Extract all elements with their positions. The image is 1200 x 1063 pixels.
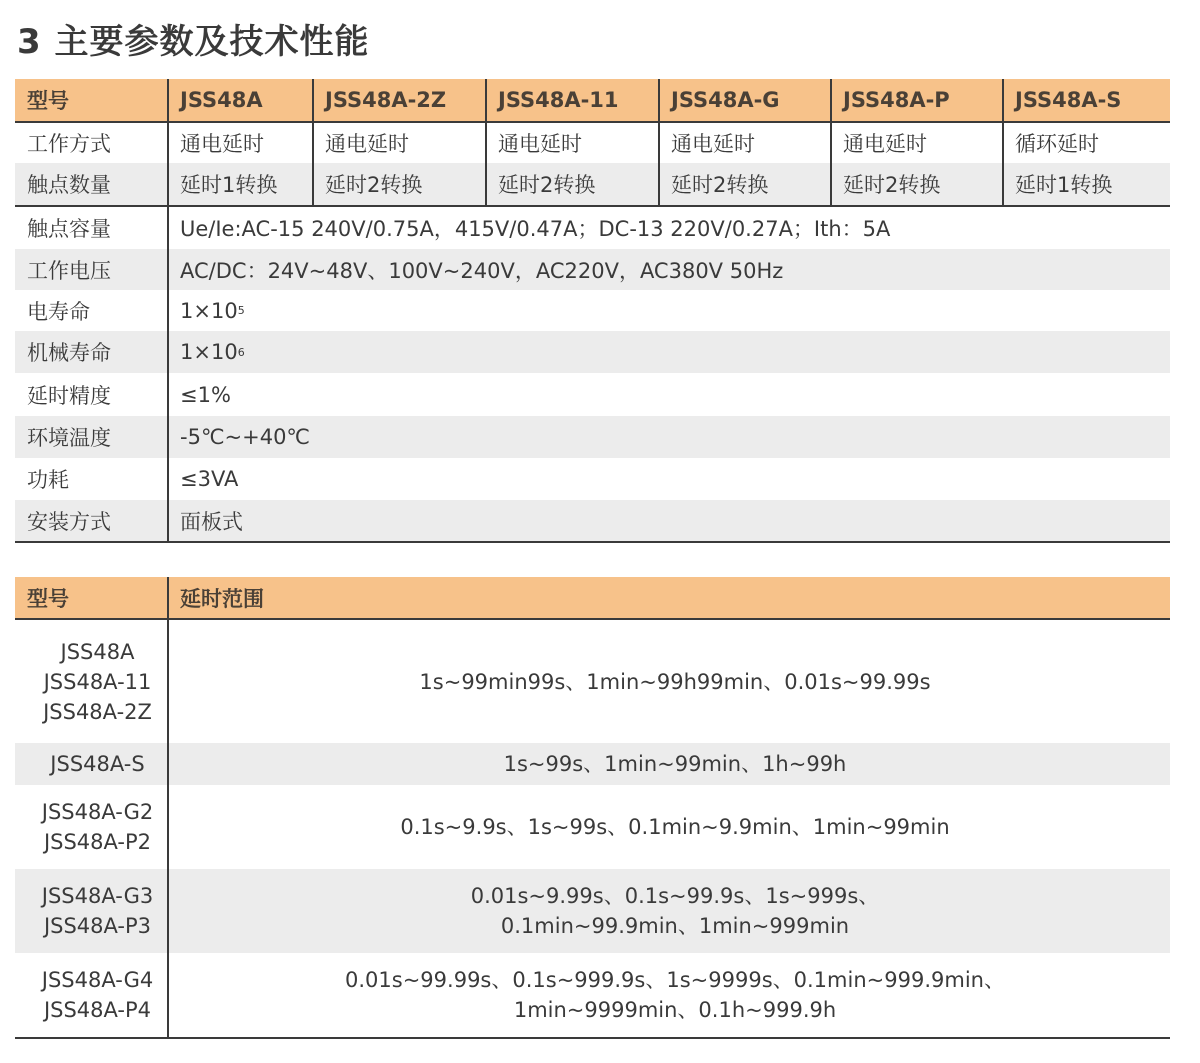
header-jss48a-2z: JSS48A-2Z [325, 88, 447, 112]
row-label: 延时精度 [27, 383, 111, 408]
cell-value: 通电延时 [325, 132, 409, 156]
row-label: 工作电压 [27, 258, 111, 283]
cell-value: 延时1转换 [1015, 173, 1113, 197]
header-model: 型号 [27, 89, 69, 113]
model-list [15, 620, 168, 743]
column-divider [167, 577, 169, 1038]
header-delay-range: 延时范围 [180, 586, 264, 611]
model-list [15, 953, 168, 1037]
range-text: 0.1min~99.9min、1min~999min [500, 914, 850, 938]
cell-value: ≤3VA [180, 467, 239, 491]
header-rule [15, 121, 1170, 123]
cell-value: 通电延时 [180, 132, 264, 156]
bottom-rule [15, 541, 1170, 543]
model-name: JSS48A-G4 [41, 968, 154, 992]
header-jss48a: JSS48A [180, 88, 263, 112]
column-divider [312, 79, 314, 206]
cell-value: 延时2转换 [843, 173, 941, 197]
model-list [15, 743, 168, 785]
table-row-mech-life [15, 331, 1170, 373]
value-base: 1×10 [180, 298, 238, 323]
header-jss48a-11: JSS48A-11 [498, 88, 619, 112]
value-exponent: 6 [237, 345, 245, 359]
range-list [168, 869, 1170, 953]
header-jss48a-g: JSS48A-G [671, 88, 780, 112]
header-rule [15, 618, 1170, 620]
range-text: 0.01s~99.99s、0.1s~999.9s、1s~9999s、0.1min~999.9min、 [345, 968, 1005, 992]
row-label: 电寿命 [27, 299, 90, 324]
range-list [168, 785, 1170, 869]
cell-value: Ue/Ie:AC-15 240V/0.75A，415V/0.47A；DC-13 220V/0.27A；Ith：5A [180, 217, 891, 241]
cell-value: AC/DC：24V~48V、100V~240V，AC220V，AC380V 50Hz [180, 258, 784, 283]
cell-value: -5℃~+40℃ [180, 425, 311, 449]
model-name: JSS48A-P2 [43, 830, 152, 854]
model-name: JSS48A-P4 [43, 998, 152, 1022]
cell-value: ≤1% [180, 382, 231, 407]
row-label: 触点容量 [27, 217, 111, 241]
cell-value: 通电延时 [498, 132, 582, 156]
range-text: 1s~99min99s、1min~99h99min、0.01s~99.99s [419, 669, 931, 694]
table-row-voltage [15, 249, 1170, 290]
range-text: 1min~9999min、0.1h~999.9h [513, 998, 837, 1022]
table-row-temperature [15, 416, 1170, 458]
row-label: 功耗 [27, 468, 69, 492]
table-row-elec-life [15, 290, 1170, 331]
header-jss48a-s: JSS48A-S [1015, 88, 1122, 112]
cell-value: 通电延时 [843, 132, 927, 156]
table-row-mounting [15, 500, 1170, 541]
range-list [168, 620, 1170, 743]
model-name: JSS48A-P3 [43, 914, 152, 938]
table-row-mode [15, 123, 1170, 163]
table-header-row [15, 577, 1170, 618]
model-name: JSS48A-2Z [43, 699, 152, 724]
cell-value: 循环延时 [1015, 132, 1099, 156]
range-text: 0.01s~9.99s、0.1s~99.9s、1s~999s、 [470, 884, 880, 908]
table-row [15, 953, 1170, 1037]
table-row-contacts [15, 163, 1170, 205]
cell-value: 延时2转换 [498, 173, 596, 197]
model-name: JSS48A-G3 [41, 884, 154, 908]
cell-value [168, 331, 1170, 373]
header-model: 型号 [27, 586, 69, 611]
table-row-accuracy [15, 373, 1170, 416]
model-name: JSS48A-11 [43, 669, 152, 694]
table-row-capacity [15, 207, 1170, 249]
row-label: 机械寿命 [27, 341, 111, 365]
section-rule [15, 205, 1170, 207]
range-list [168, 743, 1170, 785]
table-row-power [15, 458, 1170, 500]
value-base: 1×10 [180, 340, 238, 364]
cell-value: 延时1转换 [180, 173, 278, 197]
range-text: 0.1s~9.9s、1s~99s、0.1min~9.9min、1min~99min [400, 815, 950, 839]
cell-value [168, 290, 1170, 331]
header-jss48a-p: JSS48A-P [843, 88, 950, 112]
table-row [15, 620, 1170, 743]
table-header-row [15, 79, 1170, 121]
column-divider [1002, 79, 1004, 206]
value-exponent: 5 [237, 304, 245, 317]
model-name: JSS48A-S [50, 752, 145, 776]
cell-value: 面板式 [180, 509, 243, 534]
column-divider [485, 79, 487, 206]
row-label: 工作方式 [27, 132, 111, 156]
table-row [15, 743, 1170, 785]
cell-value: 通电延时 [671, 132, 755, 156]
model-list [15, 785, 168, 869]
model-list [15, 869, 168, 953]
column-divider [167, 79, 169, 541]
cell-value: 延时2转换 [671, 173, 769, 197]
range-text: 1s~99s、1min~99min、1h~99h [503, 752, 847, 776]
cell-value: 延时2转换 [325, 173, 423, 197]
table-row [15, 785, 1170, 869]
row-label: 环境温度 [27, 426, 111, 450]
range-list [168, 953, 1170, 1037]
row-label: 安装方式 [27, 509, 111, 534]
column-divider [658, 79, 660, 206]
row-label: 触点数量 [27, 173, 111, 197]
model-name: JSS48A-G2 [41, 800, 154, 824]
model-name: JSS48A [60, 639, 135, 664]
page-title: 3 主要参数及技术性能 [17, 22, 370, 62]
column-divider [830, 79, 832, 206]
table-row [15, 869, 1170, 953]
bottom-rule [15, 1037, 1170, 1039]
